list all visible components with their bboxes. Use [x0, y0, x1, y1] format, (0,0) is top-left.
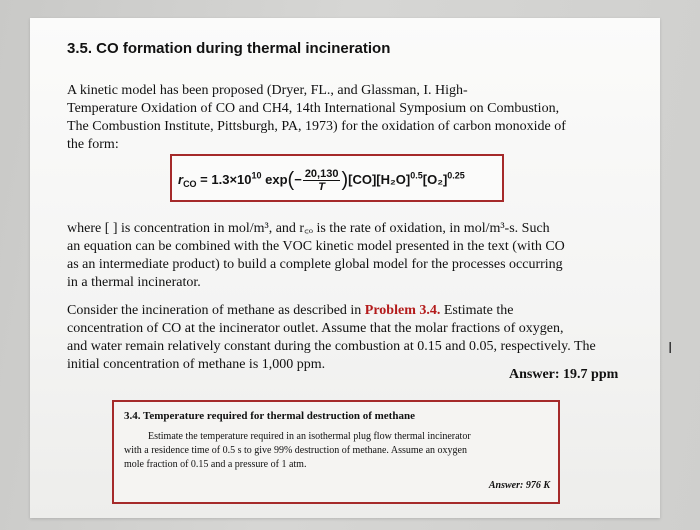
equation-exp: exp — [261, 171, 288, 187]
text-cursor-icon: I — [668, 339, 673, 357]
intro-line: Temperature Oxidation of CO and CH4, 14th International Symposium on Combustion, — [67, 101, 560, 116]
task-line: initial concentration of methane is 1,000 ppm. — [67, 357, 326, 372]
equation-o2-power: 0.25 — [447, 170, 465, 181]
task-paragraph — [67, 302, 612, 374]
equation-o2: [O₂] — [422, 171, 448, 187]
task-line: concentration of CO at the incinerator outlet. Assume that the molar fractions of oxygen, — [67, 321, 564, 336]
equation-lhs: $r_{CO}$ — [178, 171, 197, 189]
equation-power: 10 — [251, 170, 262, 181]
equation-terms: [CO][H₂O] — [348, 171, 411, 187]
where-line: as an intermediate product) to build a complete global model for the processes occurring — [67, 257, 563, 272]
problem-line: mole fraction of 0.15 and a pressure of 1 atm. — [124, 459, 307, 470]
rate-equation-box — [170, 154, 504, 202]
equation-minus: − — [294, 171, 302, 187]
problem-line: with a residence time of 0.5 s to give 99% destruction of methane. Assume an oxygen — [124, 445, 467, 456]
section-heading: 3.5. CO formation during thermal incineration — [67, 40, 391, 57]
task-answer: Answer: 19.7 ppm — [509, 367, 619, 382]
intro-line: A kinetic model has been proposed (Dryer, FL., and Glassman, I. High- — [67, 83, 468, 98]
problem-line: Estimate the temperature required in an isothermal plug flow thermal incinerator — [148, 431, 471, 442]
equation-coefficient: = 1.3×10 — [196, 171, 252, 187]
equation-fraction: $\frac{20,130}{T}$ — [304, 168, 339, 193]
problem-reference-box — [112, 400, 560, 504]
intro-paragraph — [67, 82, 587, 154]
intro-line: the form: — [67, 137, 119, 152]
problem-answer: Answer: 976 K — [488, 480, 550, 491]
task-line: Consider the incineration of methane as described in Problem 3.4. Estimate the — [67, 303, 514, 318]
where-line: where [ ] is concentration in mol/m³, and r꜀ₒ is the rate of oxidation, in mol/m³-s. Such — [67, 221, 550, 236]
intro-line: The Combustion Institute, Pittsburgh, PA, 1973) for the oxidation of carbon monoxide of — [67, 119, 566, 134]
problem-body — [124, 430, 554, 472]
task-line: and water remain relatively constant during the combustion at 0.15 and 0.05, respectively. The — [67, 339, 596, 354]
equation-h2o-power: 0.5 — [410, 170, 423, 181]
rate-equation: $r_{CO} = 1.3\times 10^{10}$ exp(− $\frac{20,130}{T}$ )$[CO][H_2O]^{0.5}[O_2]^{0.25}$ — [178, 168, 465, 193]
problem-title: 3.4. Temperature required for thermal destruction of methane — [124, 410, 415, 422]
where-line: an equation can be combined with the VOC kinetic model presented in the text (with CO — [67, 239, 565, 254]
problem-link[interactable]: Problem 3.4. — [364, 303, 441, 318]
where-paragraph — [67, 220, 587, 292]
where-line: in a thermal incinerator. — [67, 275, 201, 290]
